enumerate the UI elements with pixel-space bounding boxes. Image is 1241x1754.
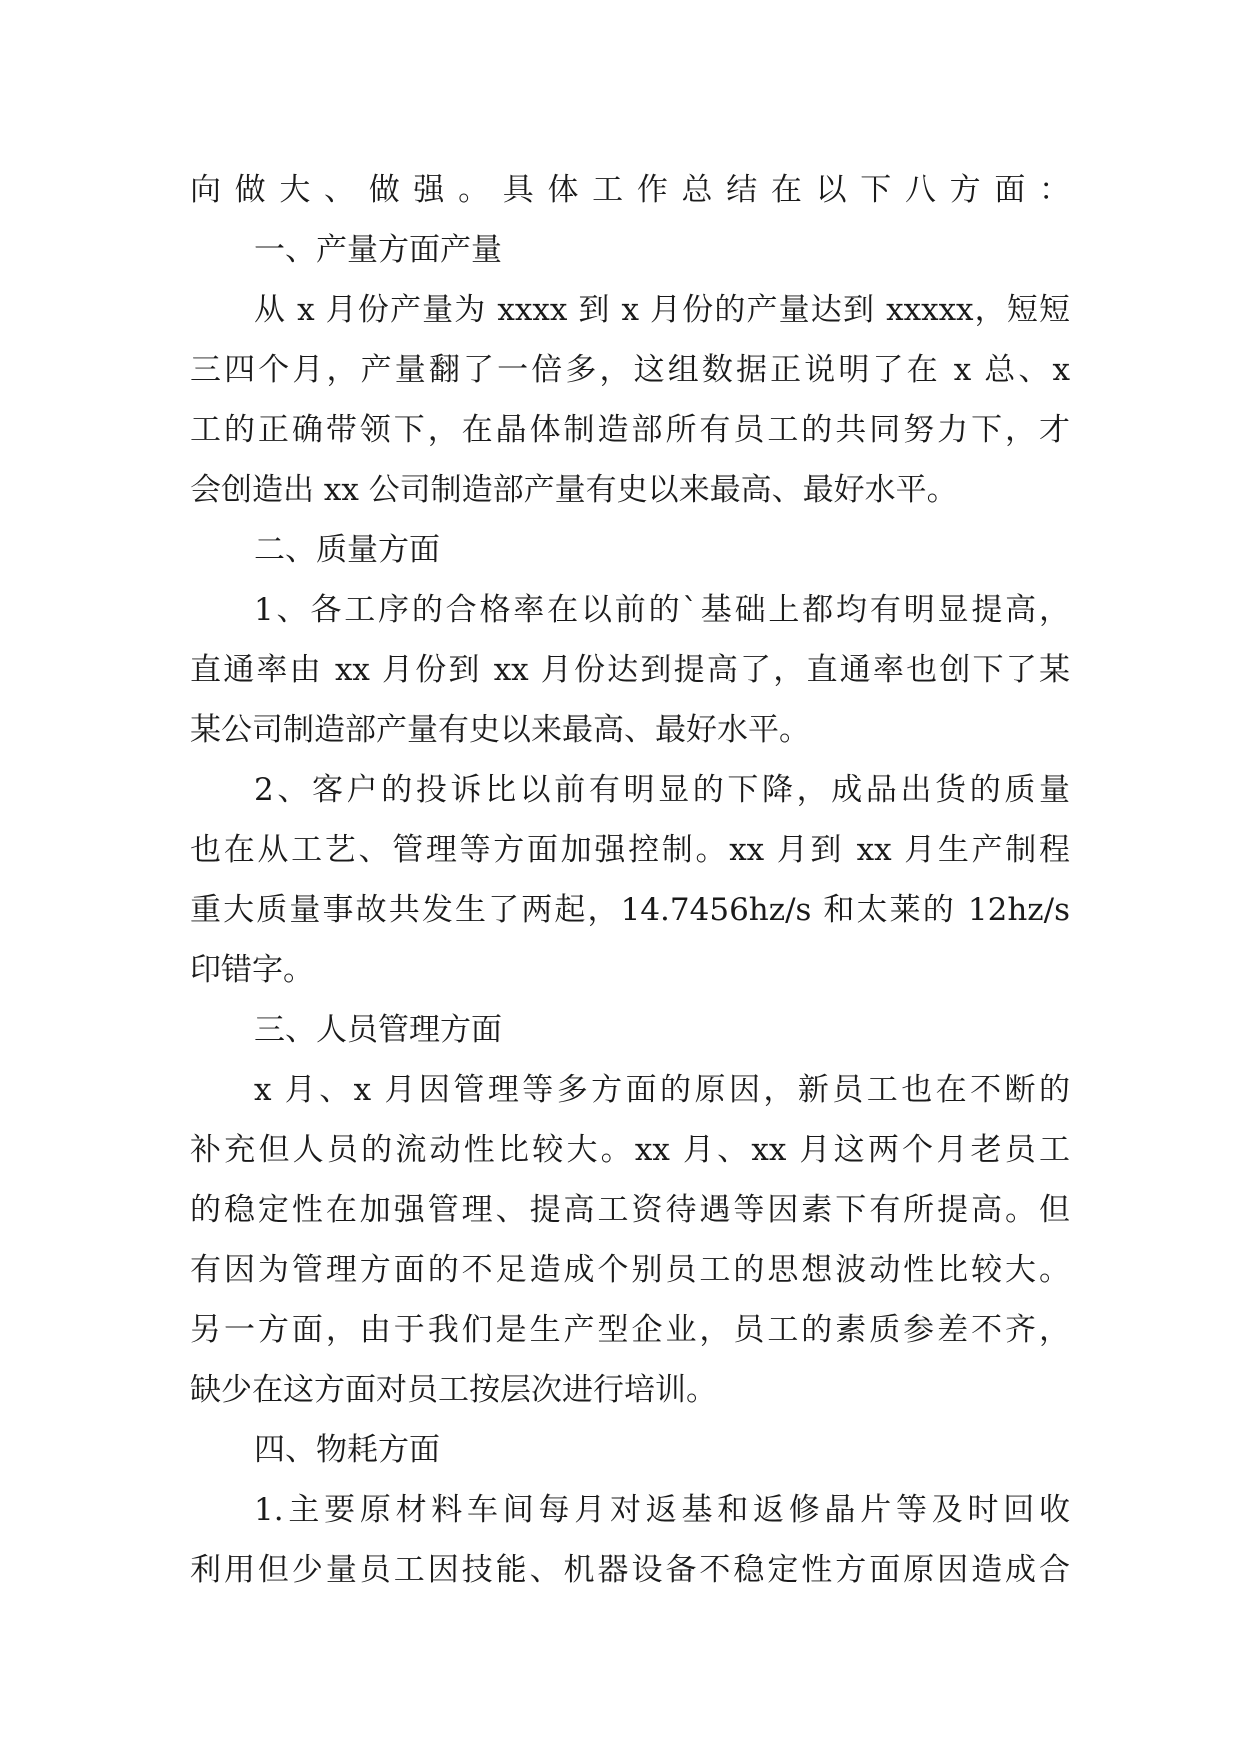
- paragraph-line: x 月、x 月因管理等多方面的原因，新员工也在不断的: [254, 1072, 1070, 1108]
- section-heading: 三、人员管理方面: [254, 1012, 502, 1048]
- paragraph-line: 重大质量事故共发生了两起，14.7456hz/s 和太莱的 12hz/s: [190, 892, 1070, 928]
- paragraph-line: 向做大、做强。具体工作总结在以下八方面：: [190, 172, 1070, 208]
- paragraph-line: 缺少在这方面对员工按层次进行培训。: [190, 1372, 717, 1408]
- paragraph-line: 工的正确带领下，在晶体制造部所有员工的共同努力下，才: [190, 412, 1070, 448]
- paragraph-line: 印错字。: [190, 952, 314, 988]
- paragraph-line: 另一方面，由于我们是生产型企业，员工的素质参差不齐，: [190, 1312, 1070, 1348]
- section-heading: 四、物耗方面: [254, 1432, 440, 1468]
- section-heading: 一、产量方面产量: [254, 232, 502, 268]
- paragraph-line: 某公司制造部产量有史以来最高、最好水平。: [190, 712, 810, 748]
- paragraph-line: 的稳定性在加强管理、提高工资待遇等因素下有所提高。但: [190, 1192, 1070, 1228]
- paragraph-line: 补充但人员的流动性比较大。xx 月、xx 月这两个月老员工: [190, 1132, 1070, 1168]
- paragraph-line: 1.主要原材料车间每月对返基和返修晶片等及时回收: [254, 1492, 1070, 1528]
- document-body: [190, 160, 1070, 1600]
- paragraph-line: 也在从工艺、管理等方面加强控制。xx 月到 xx 月生产制程: [190, 832, 1070, 868]
- paragraph-line: 直通率由 xx 月份到 xx 月份达到提高了，直通率也创下了某: [190, 652, 1070, 688]
- paragraph-line: 2、客户的投诉比以前有明显的下降，成品出货的质量: [254, 772, 1070, 808]
- paragraph-line: 利用但少量员工因技能、机器设备不稳定性方面原因造成合: [190, 1552, 1070, 1588]
- paragraph-line: 有因为管理方面的不足造成个别员工的思想波动性比较大。: [190, 1252, 1070, 1288]
- paragraph-line: 会创造出 xx 公司制造部产量有史以来最高、最好水平。: [190, 472, 958, 508]
- paragraph-line: 三四个月，产量翻了一倍多，这组数据正说明了在 x 总、x: [190, 352, 1070, 388]
- section-heading: 二、质量方面: [254, 532, 440, 568]
- paragraph-line: 从 x 月份产量为 xxxx 到 x 月份的产量达到 xxxxx，短短: [254, 292, 1070, 328]
- paragraph-line: 1、各工序的合格率在以前的`基础上都均有明显提高，: [254, 592, 1070, 628]
